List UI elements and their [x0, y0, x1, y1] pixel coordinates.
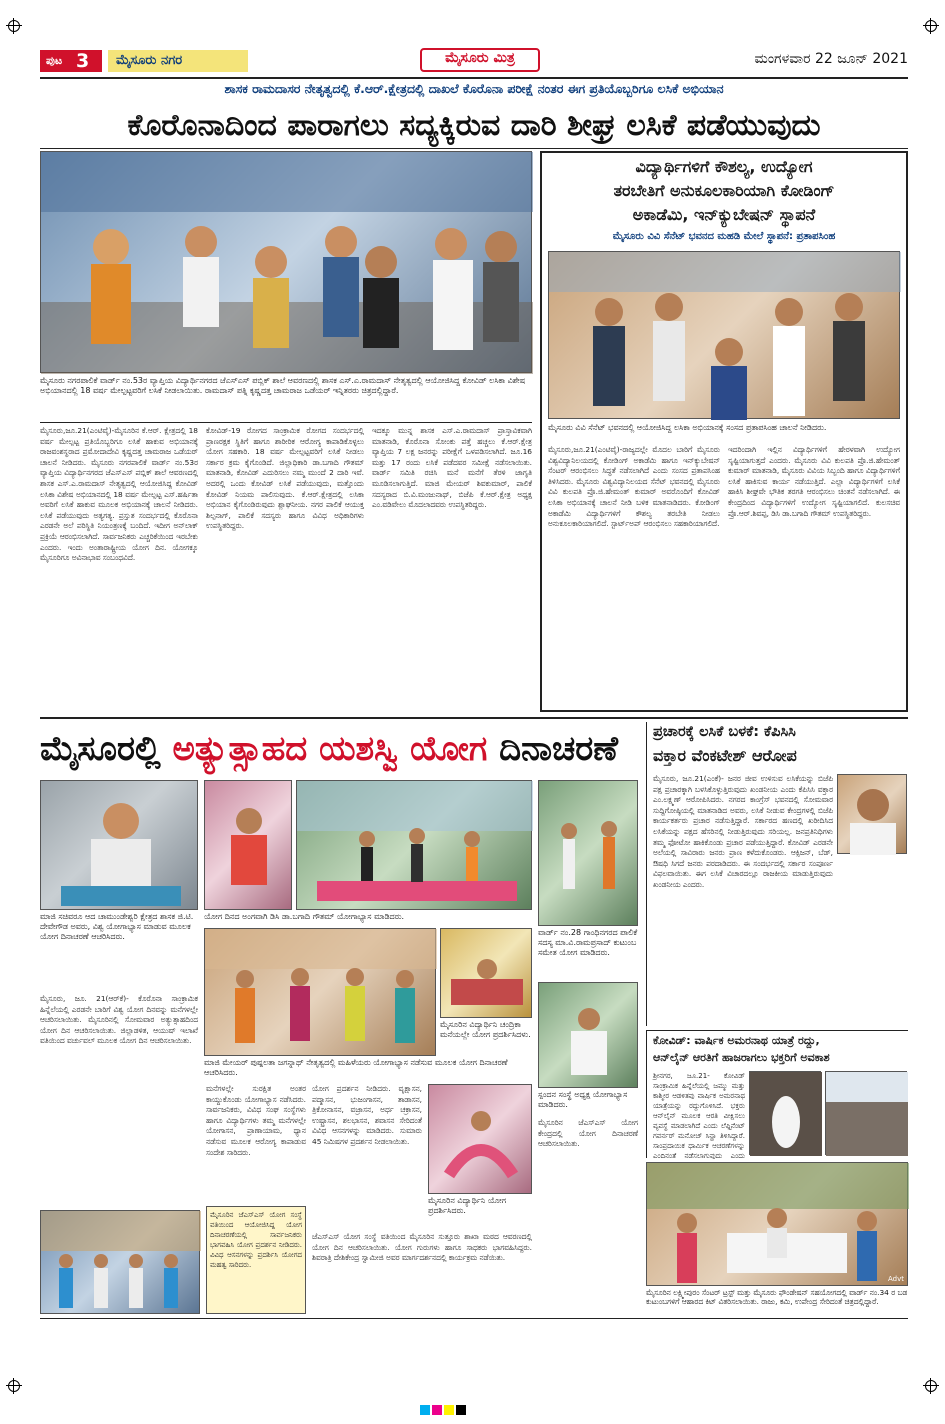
lead-headline: ಕೊರೊನಾದಿಂದ ಪಾರಾಗಲು ಸದ್ಯಕ್ಕಿರುವ ದಾರಿ ಶೀಘ್ರ ಲಸಿಕೆ ಪಡೆಯುವುದು: [127, 108, 821, 143]
yoga-photo6-shapes: [429, 1085, 533, 1195]
yoga-caption-9: ಮೈಸೂರಿನ ಜೆಎಸ್‌ಎಸ್ ಯೋಗ ಕೇಂದ್ರದಲ್ಲಿ ಯೋಗ ದಿನಾಚರಣೆ ಆಚರಿಸಲಾಯಿತು.: [538, 1118, 638, 1149]
lead-caption-rule: [40, 422, 532, 423]
foodkit-photo-shapes: [647, 1163, 909, 1287]
registration-mark-top-left: [8, 20, 20, 32]
cmyk-color-bar: [420, 1400, 540, 1412]
academy-body-col2: ಇದರಿಂದಾಗಿ ಇಲ್ಲಿನ ವಿದ್ಯಾರ್ಥಿಗಳಿಗೆ ಹೇರಳವಾಗಿ ಉದ್ಯೋಗ ಸೃಷ್ಟಿಯಾಗುತ್ತದೆ ಎಂದರು. ಮೈಸೂರು ವಿವಿ ಕುಲಪತಿ ಪ್ರೊ.ಜಿ.ಹೇಮಂತ್ ಕುಮಾರ್ ಮಾತನಾಡಿ, ಮೈಸೂರು ವಿವಿಯ ಸಿಬ್ಬಂದಿ ಹಾಗೂ ವಿದ್ಯಾರ್ಥಿಗಳಿಗೆ ಲಸಿಕೆ ಹಾಕಿಸುವ ಕಾರ್ಯ ನಡೆಯುತ್ತಿದೆ. ಎಲ್ಲಾ ವಿದ್ಯಾರ್ಥಿಗಳಿಗೆ ಲಸಿಕೆ ಹಾಕಿಸಿ ಶೀಘ್ರವೇ ಭೌತಿಕ ತರಗತಿ ಆರಂಭಿಸಲು ಚಿಂತನೆ ನಡೆಸಲಾಗಿದೆ. ಈ ಕೇಂದ್ರದಿಂದ ವಿದ್ಯಾರ್ಥಿಗಳಿಗೆ ಉದ್ಯೋಗ ಸೃಷ್ಟಿಯಾಗಲಿದೆ. ಕುಲಸಚಿವ ಪ್ರೊ.ಆರ್.ಶಿವಪ್ಪ, ಡಿಸಿ ಡಾ.ಬಗಾದಿ ಗೌತಮ್ ಉಪಸ್ಥಿತರಿದ್ದರು.: [728, 445, 900, 518]
yoga-photo-women-group: [204, 928, 436, 1056]
yoga-headline-part1: ಮೈಸೂರಲ್ಲಿ: [40, 729, 161, 769]
yoga-caption-1: ಮಾಜಿ ಸಚಿವರೂ ಆದ ಚಾಮುಂಡೇಶ್ವರಿ ಕ್ಷೇತ್ರದ ಶಾಸಕ ಜಿ.ಟಿ. ದೇವೇಗೌಡ ಅವರು, ವಿಶ್ವ ಯೋಗಾಭ್ಯಾಸ ಮಾಡುವ ಮೂಲಕ ಯೋಗ ದಿನಾಚರಣೆ ಆಚರಿಸಿದರು.: [40, 912, 194, 941]
lead-body-col3: ಇದಕ್ಕೂ ಮುನ್ನ ಶಾಸಕ ಎಸ್.ಎ.ರಾಮದಾಸ್ ಪ್ರಾಸ್ತಾವಿಕವಾಗಿ ಮಾತನಾಡಿ, ಕೊರೊನಾ ಸೋಂಕು ಪತ್ತೆ ಹಚ್ಚಲು ಕೆ.ಆರ್.ಕ್ಷೇತ್ರ ವ್ಯಾಪ್ತಿಯ 7 ಲಕ್ಷ ಜನರನ್ನು ಪರೀಕ್ಷೆಗೆ ಒಳಪಡಿಸಲಾಗಿದೆ. ಜೂ.16 ಮತ್ತು 17 ರಂದು ಲಸಿಕೆ ಪಡೆದವರ ಸಮೀಕ್ಷೆ ನಡೆಸಲಾಯಿತು. ವಾರ್ಡ್ ಸಮಿತಿ ರಚಿಸಿ ಮನೆ ಮನೆಗೆ ತೆರಳಿ ಜಾಗೃತಿ ಮೂಡಿಸಲಾಗುತ್ತಿದೆ. ಮಾಜಿ ಮೇಯರ್ ಶಿವಕುಮಾರ್, ಪಾಲಿಕೆ ಸದಸ್ಯರಾದ ಬಿ.ವಿ.ಮಂಜುನಾಥ್, ಬಿಜೆಪಿ ಕೆ.ಆರ್.ಕ್ಷೇತ್ರ ಅಧ್ಯಕ್ಷ ಎಂ.ವಡಿವೇಲು ಮೊದಲಾದವರು ಉಪಸ್ಥಿತರಿದ್ದರು.: [372, 426, 532, 510]
yoga-ad-box: [206, 1206, 306, 1314]
yoga-photo-dc: [204, 780, 292, 910]
amarnath-box: [646, 1030, 908, 1158]
page-number-badge: [40, 50, 102, 72]
yoga-caption-3: ವಾರ್ಡ್ ನಂ.28 ಗಾಂಧಿನಗರದ ಪಾಲಿಕೆ ಸದಸ್ಯ ಮಾ.ವಿ.ರಾಮಪ್ರಸಾದ್ ಕುಟುಂಬ ಸಮೇತ ಯೋಗ ಮಾಡಿದರು.: [538, 928, 638, 957]
foodkit-photo: [646, 1162, 908, 1286]
yoga-body-col1: ಮೈಸೂರು, ಜೂ. 21(ಆರ್‌ಕೆ)- ಕೊರೊನಾ ಸಾಂಕ್ರಾಮಿಕ ಹಿನ್ನೆಲೆಯಲ್ಲಿ ಎರಡನೇ ಬಾರಿಗೆ ವಿಶ್ವ ಯೋಗ ದಿನವನ್ನು ಮನೆಗಳಲ್ಲೇ ಆಚರಿಸಲಾಯಿತು. ಮೈಸೂರಿನಲ್ಲಿ ಸೋಮವಾರ ಅತ್ಯುತ್ಸಾಹದಿಂದ ಯೋಗ ದಿನ ಆಚರಿಸಲಾಯಿತು. ಜಿಲ್ಲಾಡಳಿತ, ಆಯುಷ್ ಇಲಾಖೆ ವತಿಯಿಂದ ವರ್ಚುವಲ್ ಮೂಲಕ ಯೋಗ ದಿನ ಆಚರಿಸಲಾಯಿತು.: [40, 994, 198, 1046]
lead-body-col1: ಮೈಸೂರು,ಜೂ.21(ಎಂಟಿವೈ)-ಮೈಸೂರಿನ ಕೆ.ಆರ್. ಕ್ಷೇತ್ರದಲ್ಲಿ 18 ವರ್ಷ ಮೇಲ್ಪಟ್ಟ ಪ್ರತಿಯೊಬ್ಬರಿಗೂ ಲಸಿಕೆ ಹಾಕುವ ಅಭಿಯಾನಕ್ಕೆ ರಾಜವಂಶಸ್ಥರಾದ ಪ್ರಮೋದಾದೇವಿ ಕೃಷ್ಣದತ್ತ ಚಾಮರಾಜ ಒಡೆಯರ್ ಚಾಲನೆ ನೀಡಿದರು. ಮೈಸೂರು ನಗರಪಾಲಿಕೆ ವಾರ್ಡ್ ನಂ.53ರ ವ್ಯಾಪ್ತಿಯ ವಿದ್ಯಾರ್ಥಿನಗರದ ಜೆಎಸ್‌ಎಸ್ ಪಬ್ಲಿಕ್ ಶಾಲೆ ಆವರಣದಲ್ಲಿ ಶಾಸಕ ಎಸ್.ಎ.ರಾಮದಾಸ್ ನೇತೃತ್ವದಲ್ಲಿ ಆಯೋಜಿಸಿದ್ದ ಕೋವಿಡ್ ಲಸಿಕಾ ವಿಶೇಷ ಅಭಿಯಾನದಲ್ಲಿ 18 ವರ್ಷ ಮೇಲ್ಪಟ್ಟ ಎಸ್.ಹರ್ಷಿತಾ ಅವರಿಗೆ ಲಸಿಕೆ ಹಾಕುವ ಮೂಲಕ ಅಭಿಯಾನಕ್ಕೆ ಚಾಲನೆ ನೀಡಿದರು. ಲಸಿಕೆ ಪಡೆಯುವುದು ಅತ್ಯಗತ್ಯ. ಪ್ರಸ್ತುತ ಸಂದರ್ಭದಲ್ಲಿ ಕೊರೊನಾ ಎರಡನೇ ಅಲೆ ಪರಿಸ್ಥಿತಿ ನಿಯಂತ್ರಣಕ್ಕೆ ಬಂದಿದೆ. ಇದೀಗ ಅನ್‌ಲಾಕ್ ಪ್ರಕ್ರಿಯೆ ಆರಂಭಿಸಲಾಗಿದೆ. ಸಾರ್ವಜನಿಕರು ಎಚ್ಚರಿಕೆಯಿಂದ ಇರಬೇಕು ಎಂದರು. ಇಂದು ಅಂತಾರಾಷ್ಟ್ರೀಯ ಯೋಗ ದಿನ. ಯೋಗಕ್ಕೂ ಮೈಸೂರಿಗೂ ಅವಿನಾಭಾವ ಸಂಬಂಧವಿದೆ.: [40, 426, 198, 563]
registration-mark-bottom-right: [925, 1380, 937, 1392]
yoga-body-col4: ಜೆಎಸ್‌ಎಸ್ ಯೋಗ ಸಂಸ್ಥೆ ವತಿಯಿಂದ ಮೈಸೂರಿನ ಸುತ್ತೂರು ಶಾಖಾ ಮಠದ ಆವರಣದಲ್ಲಿ ಯೋಗ ದಿನ ಆಚರಿಸಲಾಯಿತು. ಯೋಗ ಗುರುಗಳು ಹಾಗೂ ಸಾಧಕರು ಭಾಗವಹಿಸಿದ್ದರು. ಶಿವರಾತ್ರಿ ದೇಶಿಕೇಂದ್ರ ಸ್ವಾಮೀಜಿ ಅವರ ಮಾರ್ಗದರ್ಶನದಲ್ಲಿ ಕಾರ್ಯಕ್ರಮ ನಡೆಯಿತು.: [312, 1232, 532, 1263]
yoga-photo4-shapes: [441, 929, 533, 1019]
amarnath-cave-photo: [749, 1071, 821, 1155]
academy-headline-line3: ಅಕಾಡೆಮಿ, ಇನ್‌ಕ್ಯುಬೇಷನ್ ಸ್ಥಾಪನೆ: [632, 205, 816, 224]
masthead: [40, 46, 908, 76]
yoga-caption-2: ಯೋಗ ದಿನದ ಅಂಗವಾಗಿ ಡಿಸಿ ಡಾ.ಬಗಾದಿ ಗೌತಮ್ ಯೋಗಾಭ್ಯಾಸ ಮಾಡಿದರು.: [204, 912, 405, 921]
congress-photo-shapes: [838, 775, 908, 855]
amarnath-headline-line2: ಆನ್‌ಲೈನ್ ಆರತಿಗೆ ಹಾಜರಾಗಲು ಭಕ್ತರಿಗೆ ಅವಕಾಶ: [653, 1051, 830, 1064]
yoga-photo-family: [538, 780, 638, 926]
academy-photo-caption: ಮೈಸೂರು ವಿವಿ ಸೆನೆಟ್ ಭವನದಲ್ಲಿ ಆಯೋಜಿಸಿದ್ದ ಲಸಿಕಾ ಅಭಿಯಾನಕ್ಕೆ ಸಂಸದ ಪ್ರತಾಪಸಿಂಹ ಚಾಲನೆ ನೀಡಿದರು.: [548, 423, 827, 432]
cyan-swatch: [420, 1405, 430, 1415]
registration-mark-top-right: [925, 20, 937, 32]
yoga-ad-text: ಮೈಸೂರಿನ ಜೆಎಸ್‌ಎಸ್ ಯೋಗ ಸಂಸ್ಥೆ ವತಿಯಿಂದ ಆಯೋಜಿಸಿದ್ದ ಯೋಗ ದಿನಾಚರಣೆಯಲ್ಲಿ ಸಾರ್ವಜನಿಕರು ಭಾಗವಹಿಸಿ ಯೋಗ ಪ್ರದರ್ಶನ ನೀಡಿದರು. ವಿವಿಧ ಆಸನಗಳನ್ನು ಪ್ರದರ್ಶಿಸಿ ಯೋಗದ ಮಹತ್ವ ಸಾರಿದರು.: [210, 1211, 302, 1269]
yoga-headline-part3: ದಿನಾಚರಣೆ: [499, 729, 618, 769]
lead-rule: [40, 148, 908, 149]
academy-box: [540, 151, 908, 712]
academy-headline-line1: ವಿದ್ಯಾರ್ಥಿಗಳಿಗೆ ಕೌಶಲ್ಯ, ಉದ್ಯೋಗ: [635, 157, 813, 176]
yoga-photo2-shapes: [205, 781, 293, 911]
amarnath-pilgrims-photo: [825, 1071, 907, 1155]
lead-photo-caption: ಮೈಸೂರು ನಗರಪಾಲಿಕೆ ವಾರ್ಡ್ ನಂ.53ರ ವ್ಯಾಪ್ತಿಯ ವಿದ್ಯಾರ್ಥಿನಗರದ ಜೆಎಸ್‌ಎಸ್ ಪಬ್ಲಿಕ್ ಶಾಲೆ ಆವರಣದಲ್ಲಿ ಶಾಸಕ ಎಸ್.ಎ.ರಾಮದಾಸ್ ನೇತೃತ್ವದಲ್ಲಿ ಆಯೋಜಿಸಿದ್ದ ಕೋವಿಡ್ ಲಸಿಕಾ ವಿಶೇಷ ಅಭಿಯಾನದಲ್ಲಿ 18 ವರ್ಷ ಮೇಲ್ಪಟ್ಟವರಿಗೆ ಲಸಿಕೆ ನೀಡಲಾಯಿತು. ರಾಮದಾಸ್ ಪತ್ನಿ ಕೃಷ್ಣದತ್ತ ಚಾಮರಾಜ ಒಡೆಯರ್ ಇನ್ನಿತರರು ಚಿತ್ರದಲ್ಲಿದ್ದಾರೆ.: [40, 376, 526, 395]
yoga-photo8-shapes: [539, 781, 639, 927]
bottom-rule: [40, 1318, 908, 1319]
congress-body: ಮೈಸೂರು, ಜೂ.21(ಎಂಕೆ)- ಜನರ ಜೀವ ಉಳಿಸುವ ಲಸಿಕೆಯನ್ನು ಬಿಜೆಪಿ ಪಕ್ಷ ಪ್ರಚಾರಕ್ಕಾಗಿ ಬಳಸಿಕೊಳ್ಳುತ್ತಿರುವುದು ಖಂಡನೀಯ ಎಂದು ಕೆಪಿಸಿಸಿ ವಕ್ತಾರ ಎಂ.ಲಕ್ಷ್ಮಣ್ ಆರೋಪಿಸಿದರು. ನಗರದ ಕಾಂಗ್ರೆಸ್ ಭವನದಲ್ಲಿ ಸೋಮವಾರ ಸುದ್ದಿಗೋಷ್ಠಿಯಲ್ಲಿ ಮಾತನಾಡಿದ ಅವರು, ಲಸಿಕೆ ನೀಡುವ ಕೇಂದ್ರಗಳಲ್ಲಿ ಬಿಜೆಪಿ ಕಾರ್ಯಕರ್ತರು ಪ್ರಚಾರ ನಡೆಸುತ್ತಿದ್ದಾರೆ. ಸರ್ಕಾರದ ಹಣದಲ್ಲಿ ಖರೀದಿಸಿದ ಲಸಿಕೆಯನ್ನು ಪಕ್ಷದ ಹೆಸರಿನಲ್ಲಿ ನೀಡುತ್ತಿರುವುದು ಸರಿಯಲ್ಲ. ಜನಪ್ರತಿನಿಧಿಗಳು ತಮ್ಮ ಫೋಟೋ ಹಾಕಿಕೊಂಡು ಪ್ರಚಾರ ಪಡೆಯುತ್ತಿದ್ದಾರೆ. ಕೋವಿಡ್ ಎರಡನೇ ಅಲೆಯಲ್ಲಿ ಸಾವಿರಾರು ಜನರು ಪ್ರಾಣ ಕಳೆದುಕೊಂಡರು. ಆಕ್ಸಿಜನ್, ಬೆಡ್, ಔಷಧಿ ಸಿಗದೆ ಜನರು ಪರದಾಡಿದರು. ಈ ಸಂದರ್ಭದಲ್ಲಿ ಸರ್ಕಾರ ಸಂಪೂರ್ಣ ವಿಫಲವಾಯಿತು. ಈಗ ಲಸಿಕೆ ವಿಚಾರದಲ್ಲೂ ರಾಜಕೀಯ ಮಾಡುತ್ತಿರುವುದು ಖಂಡನೀಯ ಎಂದರು.: [653, 774, 833, 889]
yoga-photo7-shapes: [41, 1211, 201, 1315]
yoga-photo-man-seated: [538, 982, 638, 1088]
academy-subhead: ಮೈಸೂರು ವಿವಿ ಸೆನೆಟ್ ಭವನದ ಮಹಡಿ ಮೇಲೆ ಸ್ಥಾಪನೆ: ಪ್ರತಾಪಸಿಂಹ: [612, 231, 836, 242]
yoga-body-col3: ಯೋಗ ಪ್ರದರ್ಶನ ನೀಡಿದರು. ವೃಕ್ಷಾಸನ, ಪದ್ಮಾಸನ, ಭುಜಂಗಾಸನ, ತಾಡಾಸನ, ತ್ರಿಕೋನಾಸನ, ವಜ್ರಾಸನ, ಅರ್ಧ ಚಕ್ರಾಸನ, ಉಷ್ಟ್ರಾಸನ, ಶಲಭಾಸನ, ಶವಾಸನ ಸೇರಿದಂತೆ ವಿವಿಧ ಆಸನಗಳನ್ನು ಮಾಡಿದರು. ಸುಮಾರು 45 ನಿಮಿಷಗಳ ಪ್ರದರ್ಶನ ನೀಡಲಾಯಿತು.: [312, 1084, 422, 1146]
masthead-rule: [40, 77, 908, 79]
yoga-headline: [40, 722, 640, 776]
registration-mark-bottom-left: [8, 1380, 20, 1392]
yellow-swatch: [444, 1405, 454, 1415]
congress-leader-photo: [837, 774, 907, 854]
yoga-photo5-shapes: [205, 929, 437, 1057]
yoga-caption-7: ಸ್ಪಂದನ ಸಂಸ್ಥೆ ಅಧ್ಯಕ್ಷ ಯೋಗಾಭ್ಯಾಸ ಮಾಡಿದರು.: [538, 1090, 628, 1109]
paper-name: ಮೈಸೂರು ಮಿತ್ರ: [420, 48, 540, 72]
yoga-photo9-shapes: [539, 983, 639, 1089]
amarnath-body: ಶ್ರೀನಗರ, ಜೂ.21- ಕೋವಿಡ್ ಸಾಂಕ್ರಾಮಿಕ ಹಿನ್ನೆಲೆಯಲ್ಲಿ ಜಮ್ಮು ಮತ್ತು ಕಾಶ್ಮೀರ ಆಡಳಿತವು ವಾರ್ಷಿಕ ಅಮರನಾಥ ಯಾತ್ರೆಯನ್ನು ರದ್ದುಗೊಳಿಸಿದೆ. ಭಕ್ತರು ಆನ್‌ಲೈನ್ ಮೂಲಕ ಆರತಿ ವೀಕ್ಷಿಸಲು ವ್ಯವಸ್ಥೆ ಮಾಡಲಾಗಿದೆ ಎಂದು ಲೆಫ್ಟಿನೆಂಟ್ ಗವರ್ನರ್ ಮನೋಜ್ ಸಿನ್ಹಾ ತಿಳಿಸಿದ್ದಾರೆ. ಸಾಂಪ್ರದಾಯಿಕ ಧಾರ್ಮಿಕ ಆಚರಣೆಗಳನ್ನು ಎಂದಿನಂತೆ ನಡೆಸಲಾಗುವುದು ಎಂದು: [653, 1072, 745, 1160]
yoga-photo3-shapes: [297, 781, 533, 911]
yoga-photo-hall-group: [40, 1210, 200, 1314]
yoga-caption-8: ಮೈಸೂರಿನ ವಿದ್ಯಾರ್ಥಿನಿ ಯೋಗ ಪ್ರದರ್ಶಿಸಿದರು.: [428, 1196, 507, 1215]
academy-body-col1: ಮೈಸೂರು,ಜೂ.21(ಎಂಟಿವೈ)-ರಾಜ್ಯದಲ್ಲೇ ಮೊದಲ ಬಾರಿಗೆ ಮೈಸೂರು ವಿಶ್ವವಿದ್ಯಾನಿಲಯದಲ್ಲಿ ಕೋಡಿಂಗ್ ಅಕಾಡೆಮಿ ಹಾಗೂ ಇನ್‌ಕ್ಯುಬೇಷನ್ ಸೆಂಟರ್ ಆರಂಭಿಸಲು ಸಿದ್ಧತೆ ನಡೆಸಲಾಗಿದೆ ಎಂದು ಸಂಸದ ಪ್ರತಾಪಸಿಂಹ ತಿಳಿಸಿದರು. ಮೈಸೂರು ವಿಶ್ವವಿದ್ಯಾನಿಲಯದ ಸೆನೆಟ್ ಭವನದಲ್ಲಿ ಮೈಸೂರು ವಿವಿ ಕುಲಪತಿ ಪ್ರೊ.ಜಿ.ಹೇಮಂತ್ ಕುಮಾರ್ ಅವರೊಂದಿಗೆ ಕೋವಿಡ್ ಲಸಿಕಾ ಅಭಿಯಾನಕ್ಕೆ ಚಾಲನೆ ನೀಡಿ ಬಳಿಕ ಮಾತನಾಡಿದರು. ಕೋಡಿಂಗ್ ಅಕಾಡೆಮಿ ವಿದ್ಯಾರ್ಥಿಗಳಿಗೆ ಕೌಶಲ್ಯ ತರಬೇತಿ ನೀಡಲು ಅನುಕೂಲಕಾರಿಯಾಗಲಿದೆ. ಸ್ಟಾರ್ಟ್‌ಅಪ್ ಆರಂಭಿಸಲು ಸಹಕಾರಿಯಾಗಲಿದೆ.: [548, 445, 720, 529]
yoga-photo-terrace: [296, 780, 532, 910]
yoga-photo-girl-mat: [440, 928, 532, 1018]
amarnath-headline-line1: ಕೋವಿಡ್: ವಾರ್ಷಿಕ ಅಮರನಾಥ ಯಾತ್ರೆ ರದ್ದು,: [653, 1034, 820, 1047]
congress-headline-line1: ಪ್ರಚಾರಕ್ಕೆ ಲಸಿಕೆ ಬಳಕೆ: ಕೆಪಿಸಿಸಿ: [653, 724, 796, 740]
academy-headline-line2: ತರಬೇತಿಗೆ ಅನುಕೂಲಕಾರಿಯಾಗಿ ಕೋಡಿಂಗ್: [613, 181, 835, 200]
yoga-caption-5: ಮಾಜಿ ಮೇಯರ್ ಪುಷ್ಪಲತಾ ಜಗನ್ನಾಥ್ ನೇತೃತ್ವದಲ್ಲಿ ಮಹಿಳೆಯರು ಯೋಗಾಭ್ಯಾಸ ನಡೆಸುವ ಮೂಲಕ ಯೋಗ ದಿನಾಚರಣೆ ಆಚರಿಸಿದರು.: [204, 1058, 508, 1077]
congress-headline-line2: ವಕ್ತಾರ ವೆಂಕಟೇಶ್ ಆರೋಪ: [653, 746, 797, 765]
lead-vaccination-photo: [40, 151, 532, 373]
foodkit-advt-label: Advt: [888, 1275, 904, 1283]
foodkit-caption: ಮೈಸೂರಿನ ಲಕ್ಷ್ಮೀಪುರಂ ಸೆಂಟರ್ ಟ್ರಸ್ಟ್ ಮತ್ತು ಮೈಸೂರು ಫೌಂಡೇಷನ್ ಸಹಯೋಗದಲ್ಲಿ ವಾರ್ಡ್ ನಂ.34 ರ ಬಡ ಕುಟುಂಬಗಳಿಗೆ ಆಹಾರದ ಕಿಟ್ ವಿತರಿಸಲಾಯಿತು. ರಾಜು, ಕಮಿ, ಉಪೇಂದ್ರ ಸೇರಿದಂತೆ ಚಿತ್ರದಲ್ಲಿದ್ದಾರೆ.: [646, 1288, 908, 1306]
black-swatch: [456, 1405, 466, 1415]
page-number: 3: [76, 50, 90, 72]
amarnath-photo2-shapes: [826, 1072, 908, 1156]
yoga-photo1-shapes: [41, 781, 199, 911]
issue-date: ಮಂಗಳವಾರ 22 ಜೂನ್ 2021: [754, 51, 908, 67]
yoga-caption-4: ಮೈಸೂರಿನ ವಿದ್ಯಾರ್ಥಿನಿ ಚಂದ್ರಿಕಾ ಮನೆಯಲ್ಲೇ ಯೋಗ ಪ್ರದರ್ಶಿಸಿದಳು.: [440, 1020, 531, 1039]
section-name: ಮೈಸೂರು ನಗರ: [108, 50, 248, 72]
lead-body-col2: ಕೋವಿಡ್-19 ರೋಗದ ಸಾಂಕ್ರಾಮಿಕ ರೋಗದ ಸಂದರ್ಭದಲ್ಲಿ ಪ್ರಾಣರಕ್ಷಕ ಸ್ಥಿತಿಗೆ ಹಾಗೂ ಶಾರೀರಿಕ ಆರೋಗ್ಯ ಕಾಪಾಡಿಕೊಳ್ಳಲು ಯೋಗ ಸಹಕಾರಿ. 18 ವರ್ಷ ಮೇಲ್ಪಟ್ಟವರಿಗೆ ಲಸಿಕೆ ನೀಡಲು ಸರ್ಕಾರ ಕ್ರಮ ಕೈಗೊಂಡಿದೆ. ಜಿಲ್ಲಾಧಿಕಾರಿ ಡಾ.ಬಗಾದಿ ಗೌತಮ್ ಮಾತನಾಡಿ, ಕೋವಿಡ್ ಎದುರಿಸಲು ನಮ್ಮ ಮುಂದೆ 2 ದಾರಿ ಇವೆ. ಅದರಲ್ಲಿ ಒಂದು ಕೋವಿಡ್ ಲಸಿಕೆ ಪಡೆಯುವುದು, ಮತ್ತೊಂದು ಕೋವಿಡ್ ನಿಯಮ ಪಾಲಿಸುವುದು. ಕೆ.ಆರ್.ಕ್ಷೇತ್ರದಲ್ಲಿ ಲಸಿಕಾ ಅಭಿಯಾನ ಕೈಗೊಂಡಿರುವುದು ಶ್ಲಾಘನೀಯ. ನಗರ ಪಾಲಿಕೆ ಆಯುಕ್ತ ಶಿಲ್ಪನಾಗ್, ಪಾಲಿಕೆ ಸದಸ್ಯರು ಹಾಗೂ ವಿವಿಧ ಅಧಿಕಾರಿಗಳು ಉಪಸ್ಥಿತರಿದ್ದರು.: [206, 426, 364, 531]
congress-box: [646, 722, 908, 1026]
page-label: ಪುಟ: [46, 54, 63, 67]
lead-photo-shapes: [41, 152, 533, 374]
yoga-body-col2: ಮನೆಗಳಲ್ಲೇ ಸುರಕ್ಷಿತ ಅಂತರ ಕಾಯ್ದುಕೊಂಡು ಯೋಗಾಭ್ಯಾಸ ನಡೆಸಿದರು. ಸಾರ್ವಜನಿಕರು, ವಿವಿಧ ಸಂಘ ಸಂಸ್ಥೆಗಳು ಹಾಗೂ ವಿದ್ಯಾರ್ಥಿಗಳು ತಮ್ಮ ಮನೆಗಳಲ್ಲೇ ಯೋಗಾಸನ, ಪ್ರಾಣಾಯಾಮ, ಧ್ಯಾನ ನಡೆಸುವ ಮೂಲಕ ಆರೋಗ್ಯ ಕಾಪಾಡುವ ಸಂದೇಶ ಸಾರಿದರು.: [206, 1084, 306, 1157]
magenta-swatch: [432, 1405, 442, 1415]
yoga-headline-part2: ಅತ್ಯುತ್ಸಾಹದ ಯಶಸ್ವಿ ಯೋಗ: [172, 729, 488, 769]
academy-photo-shapes: [549, 252, 901, 420]
academy-vaccination-photo: [548, 251, 900, 419]
yoga-photo-devegowda: [40, 780, 198, 910]
yoga-photo-camel-pose: [428, 1084, 532, 1194]
amarnath-photo1-shapes: [750, 1072, 822, 1156]
upper-section-rule: [40, 717, 908, 719]
lead-kicker: ಶಾಸಕ ರಾಮದಾಸರ ನೇತೃತ್ವದಲ್ಲಿ ಕೆ.ಆರ್.ಕ್ಷೇತ್ರದಲ್ಲಿ ದಾಖಲೆ ಕೊರೊನಾ ಪರೀಕ್ಷೆ ನಂತರ ಈಗ ಪ್ರತಿಯೊಬ್ಬರಿಗೂ ಲಸಿಕೆ ಅಭಿಯಾನ: [224, 81, 724, 96]
